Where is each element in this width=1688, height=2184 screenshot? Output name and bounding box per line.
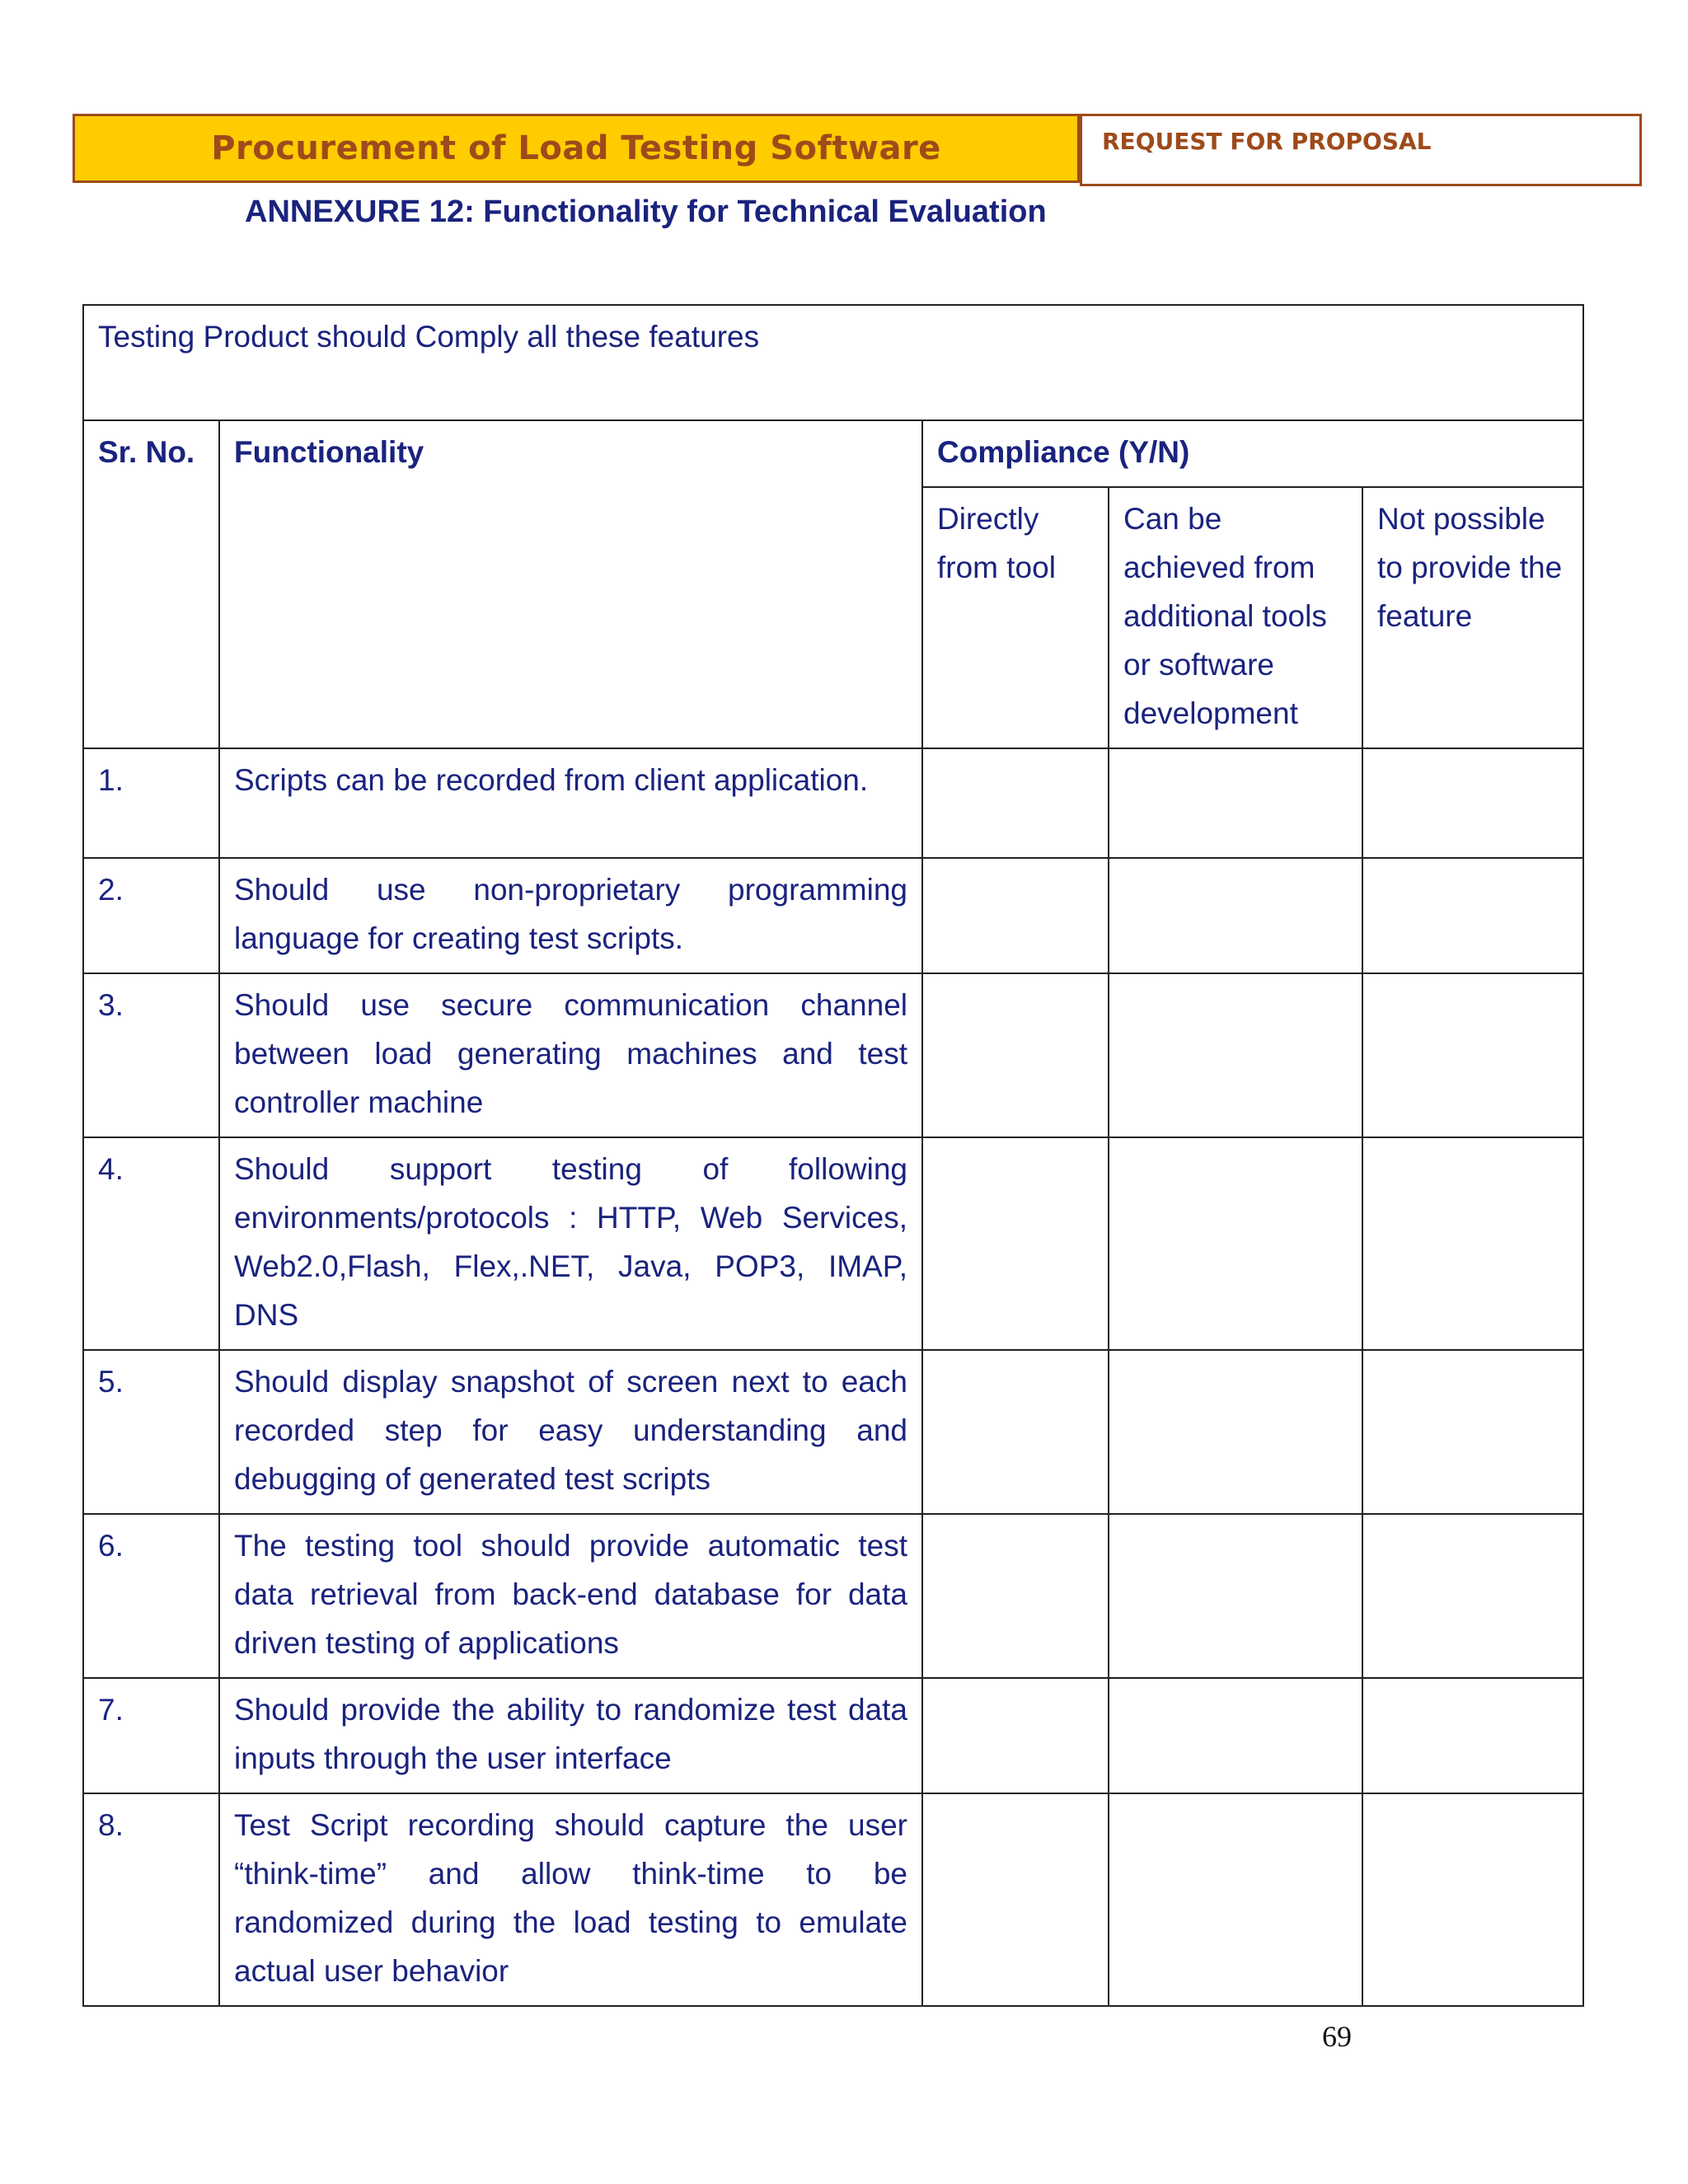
achievable-cell bbox=[1109, 748, 1362, 858]
row-functionality: Test Script recording should capture the user “think-time” and allow think-time to be randomized during the load testing to emulate actual user behavior bbox=[219, 1793, 922, 2006]
not-possible-cell bbox=[1362, 1678, 1583, 1793]
not-possible-header: Not possible to provide the feature bbox=[1362, 487, 1583, 748]
directly-header: Directly from tool bbox=[922, 487, 1109, 748]
achievable-cell bbox=[1109, 1137, 1362, 1350]
header-title: Procurement of Load Testing Software bbox=[211, 129, 941, 167]
achievable-cell bbox=[1109, 1514, 1362, 1678]
row-functionality: Should use secure communication channel between load generating machines and test controller machine bbox=[219, 973, 922, 1137]
row-functionality: Should support testing of following environments/protocols : HTTP, Web Services, Web2.0,Flash, Flex,.NET, Java, POP3, IMAP, DNS bbox=[219, 1137, 922, 1350]
row-number: 5. bbox=[83, 1350, 219, 1514]
directly-cell bbox=[922, 1793, 1109, 2006]
row-functionality: Should provide the ability to randomize test data inputs through the user interface bbox=[219, 1678, 922, 1793]
table-row bbox=[83, 1137, 1583, 1350]
annexure-title: ANNEXURE 12: Functionality for Technical Evaluation bbox=[245, 194, 1047, 229]
row-functionality: Should display snapshot of screen next to each recorded step for easy understanding and debugging of generated test scripts bbox=[219, 1350, 922, 1514]
not-possible-cell bbox=[1362, 858, 1583, 973]
achievable-cell bbox=[1109, 858, 1362, 973]
table-row bbox=[83, 858, 1583, 973]
directly-cell bbox=[922, 858, 1109, 973]
header-banner bbox=[73, 114, 1080, 183]
not-possible-cell bbox=[1362, 1350, 1583, 1514]
intro-cell: Testing Product should Comply all these features bbox=[83, 305, 1583, 420]
functionality-table-wrap bbox=[82, 304, 1582, 2007]
page-number: 69 bbox=[1322, 2020, 1352, 2053]
rfp-label: REQUEST FOR PROPOSAL bbox=[1102, 128, 1432, 155]
not-possible-cell bbox=[1362, 748, 1583, 858]
achievable-cell bbox=[1109, 1350, 1362, 1514]
table-row bbox=[83, 973, 1583, 1137]
directly-cell bbox=[922, 1514, 1109, 1678]
directly-cell bbox=[922, 1137, 1109, 1350]
not-possible-cell bbox=[1362, 1793, 1583, 2006]
rfp-box bbox=[1080, 114, 1642, 186]
directly-cell bbox=[922, 1678, 1109, 1793]
row-number: 8. bbox=[83, 1793, 219, 2006]
directly-cell bbox=[922, 1350, 1109, 1514]
achievable-cell bbox=[1109, 1793, 1362, 2006]
row-functionality: Scripts can be recorded from client application. bbox=[219, 748, 922, 858]
table-row bbox=[83, 1793, 1583, 2006]
table-row bbox=[83, 1350, 1583, 1514]
row-number: 6. bbox=[83, 1514, 219, 1678]
not-possible-cell bbox=[1362, 973, 1583, 1137]
not-possible-cell bbox=[1362, 1514, 1583, 1678]
row-number: 4. bbox=[83, 1137, 219, 1350]
achievable-header: Can be achieved from additional tools or software development bbox=[1109, 487, 1362, 748]
functionality-table bbox=[82, 304, 1584, 2007]
row-functionality: Should use non-proprietary programming language for creating test scripts. bbox=[219, 858, 922, 973]
row-functionality: The testing tool should provide automatic test data retrieval from back-end database for data driven testing of applications bbox=[219, 1514, 922, 1678]
sr-no-header: Sr. No. bbox=[83, 420, 219, 748]
row-number: 1. bbox=[83, 748, 219, 858]
compliance-header: Compliance (Y/N) bbox=[922, 420, 1583, 487]
intro-row bbox=[83, 305, 1583, 420]
row-number: 7. bbox=[83, 1678, 219, 1793]
header-row bbox=[83, 420, 1583, 487]
table-row bbox=[83, 1678, 1583, 1793]
achievable-cell bbox=[1109, 1678, 1362, 1793]
table-row bbox=[83, 748, 1583, 858]
directly-cell bbox=[922, 748, 1109, 858]
directly-cell bbox=[922, 973, 1109, 1137]
row-number: 2. bbox=[83, 858, 219, 973]
not-possible-cell bbox=[1362, 1137, 1583, 1350]
achievable-cell bbox=[1109, 973, 1362, 1137]
row-number: 3. bbox=[83, 973, 219, 1137]
table-row bbox=[83, 1514, 1583, 1678]
functionality-header: Functionality bbox=[219, 420, 922, 748]
